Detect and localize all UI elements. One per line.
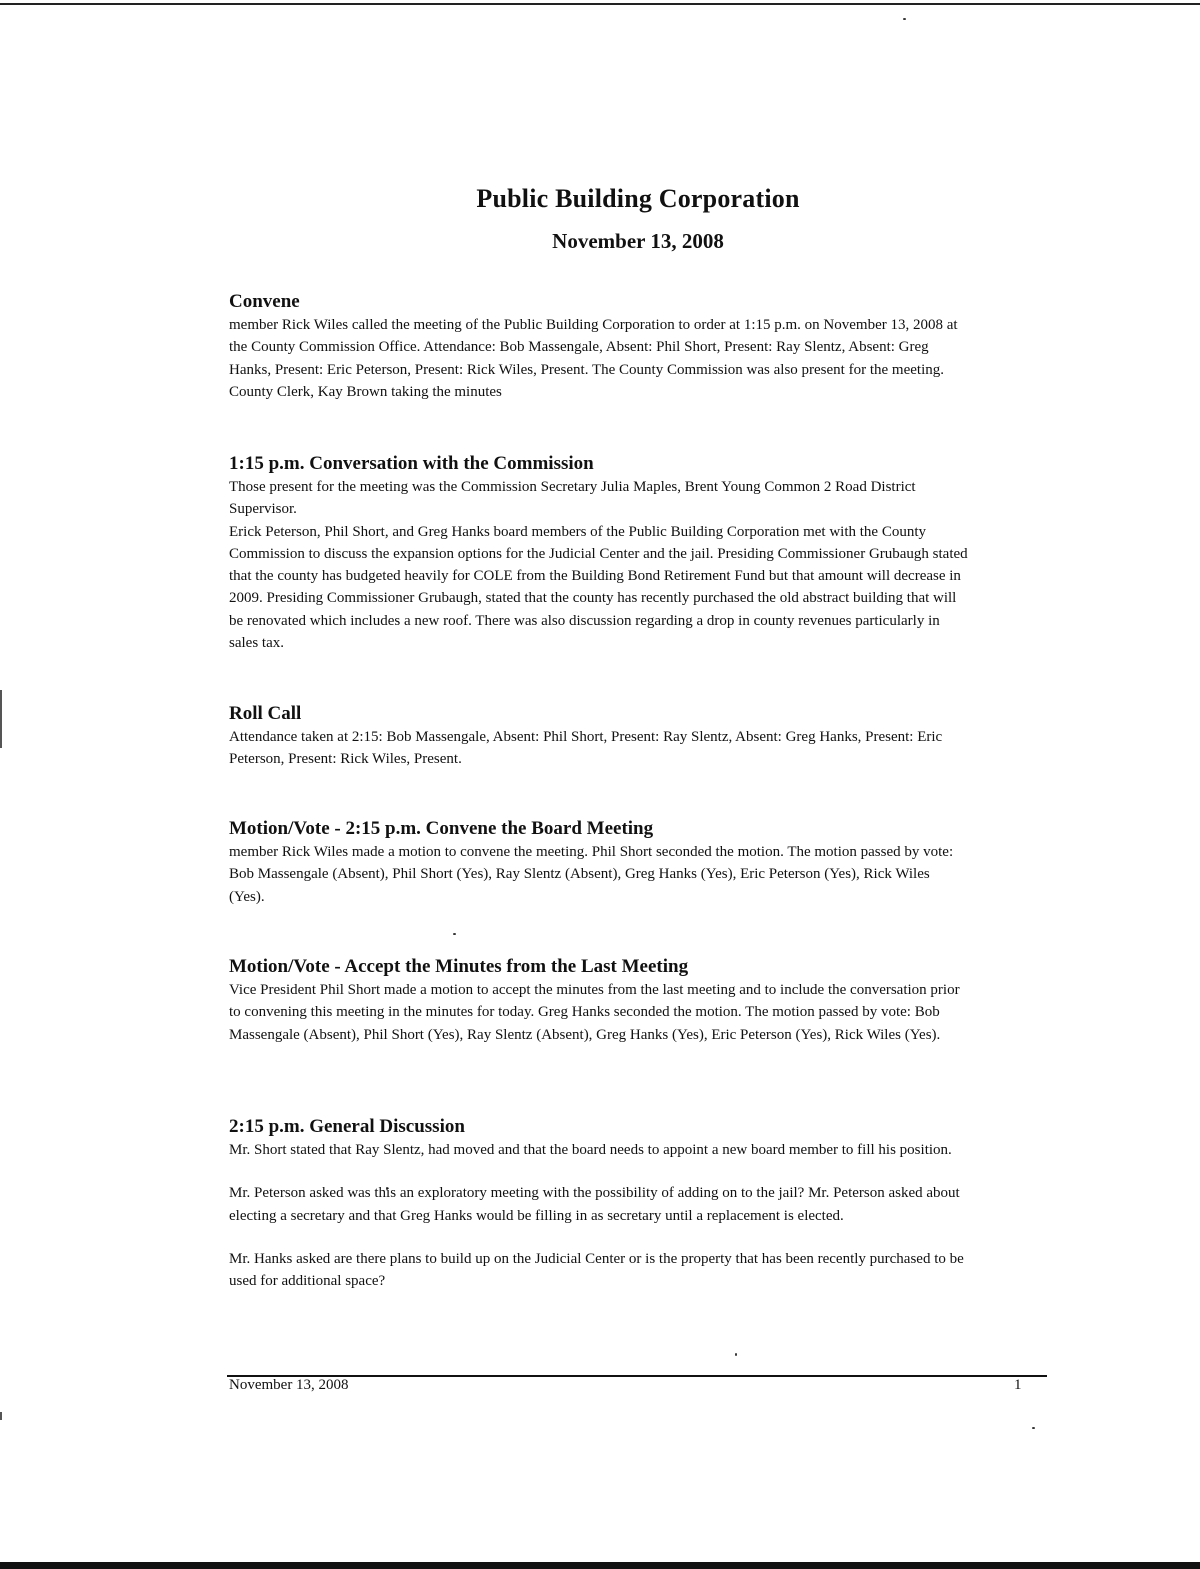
scan-edge-mark [0, 690, 2, 748]
footer-page-number: 1 [1014, 1377, 1022, 1393]
document-date: November 13, 2008 [552, 229, 724, 253]
section-paragraph: Those present for the meeting was the Commission Secretary Julia Maples, Brent Young Common 2 Road District Supervisor. [229, 479, 916, 518]
section-conversation [229, 452, 969, 654]
scan-speck [903, 18, 906, 20]
scan-bottom-border [0, 1562, 1200, 1569]
section-roll-call [229, 702, 969, 771]
document-title: Public Building Corporation [476, 184, 800, 213]
section-paragraph: member Rick Wiles called the meeting of the Public Building Corporation to order at 1:15 p.m. on November 13, 2008 at the County Commission Office. Attendance: Bob Massengale, Absent: Phil Short, Present: Ray Slentz, Absent: Greg Hanks, Present: Eric Peterson, Present: Rick Wiles, Present. The County Commission was also present for the meeting. County Clerk, Kay Brown taking the minutes [229, 317, 958, 400]
section-paragraph: Mr. Short stated that Ray Slentz, had moved and that the board needs to appoint a new board member to fill his position. [229, 1142, 952, 1158]
section-heading: Motion/Vote - 2:15 p.m. Convene the Board Meeting [229, 818, 654, 839]
section-paragraph: Attendance taken at 2:15: Bob Massengale, Absent: Phil Short, Present: Ray Slentz, Absent: Greg Hanks, Present: Eric Peterson, Present: Rick Wiles, Present. [229, 729, 943, 768]
section-paragraph: Mr. Hanks asked are there plans to build up on the Judicial Center or is the property that has been recently purchased to be used for additional space? [229, 1250, 964, 1290]
section-general-discussion [229, 1115, 969, 1292]
section-paragraph: Vice President Phil Short made a motion to accept the minutes from the last meeting and to include the conversation prior to convening this meeting in the minutes for today. Greg Hanks seconded the motion. The motion passed by vote: Bob Massengale (Absent), Phil Short (Yes), Ray Slentz (Absent), Greg Hanks (Yes), Eric Peterson (Yes), Rick Wiles (Yes). [229, 982, 960, 1043]
section-heading: Roll Call [229, 703, 302, 724]
section-paragraph: member Rick Wiles made a motion to convene the meeting. Phil Short seconded the motion. The motion passed by vote: Bob Massengale (Absent), Phil Short (Yes), Ray Slentz (Absent), Greg Hanks (Yes), Eric Peterson (Yes), Rick Wiles (Yes). [229, 844, 954, 905]
section-heading: Motion/Vote - Accept the Minutes from the Last Meeting [229, 956, 689, 977]
section-convene [229, 290, 969, 403]
footer-date: November 13, 2008 [229, 1377, 349, 1393]
section-heading: Convene [229, 291, 300, 312]
footer-rule [227, 1375, 1047, 1377]
scan-speck [453, 933, 456, 935]
paragraph-gap [229, 1161, 969, 1182]
section-paragraph: Mr. Peterson asked was this an exploratory meeting with the possibility of adding on to the jail? Mr. Peterson asked about electing a secretary and that Greg Hanks would be filling in as secretary until a replacement is elected. [229, 1185, 960, 1224]
scan-speck [1032, 1427, 1035, 1429]
scan-speck [735, 1353, 737, 1356]
section-motion-minutes [229, 955, 969, 1046]
section-heading: 2:15 p.m. General Discussion [229, 1116, 465, 1137]
scan-top-border [0, 3, 1200, 5]
section-motion-convene [229, 817, 969, 908]
section-heading: 1:15 p.m. Conversation with the Commission [229, 453, 594, 474]
scan-edge-mark [0, 1412, 2, 1420]
section-paragraph: Erick Peterson, Phil Short, and Greg Hanks board members of the Public Building Corporation met with the County Commission to discuss the expansion options for the Judicial Center and the jail. Presiding Commissioner Grubaugh stated that the county has budgeted heavily for COLE from the Building Bond Retirement Fund but that amount will decrease in 2009. Presiding Commissioner Grubaugh, stated that the county has recently purchased the old abstract building that will be renovated which includes a new roof. There was also discussion regarding a drop in county revenues particularly in sales tax. [229, 523, 968, 652]
paragraph-gap [229, 1227, 969, 1248]
